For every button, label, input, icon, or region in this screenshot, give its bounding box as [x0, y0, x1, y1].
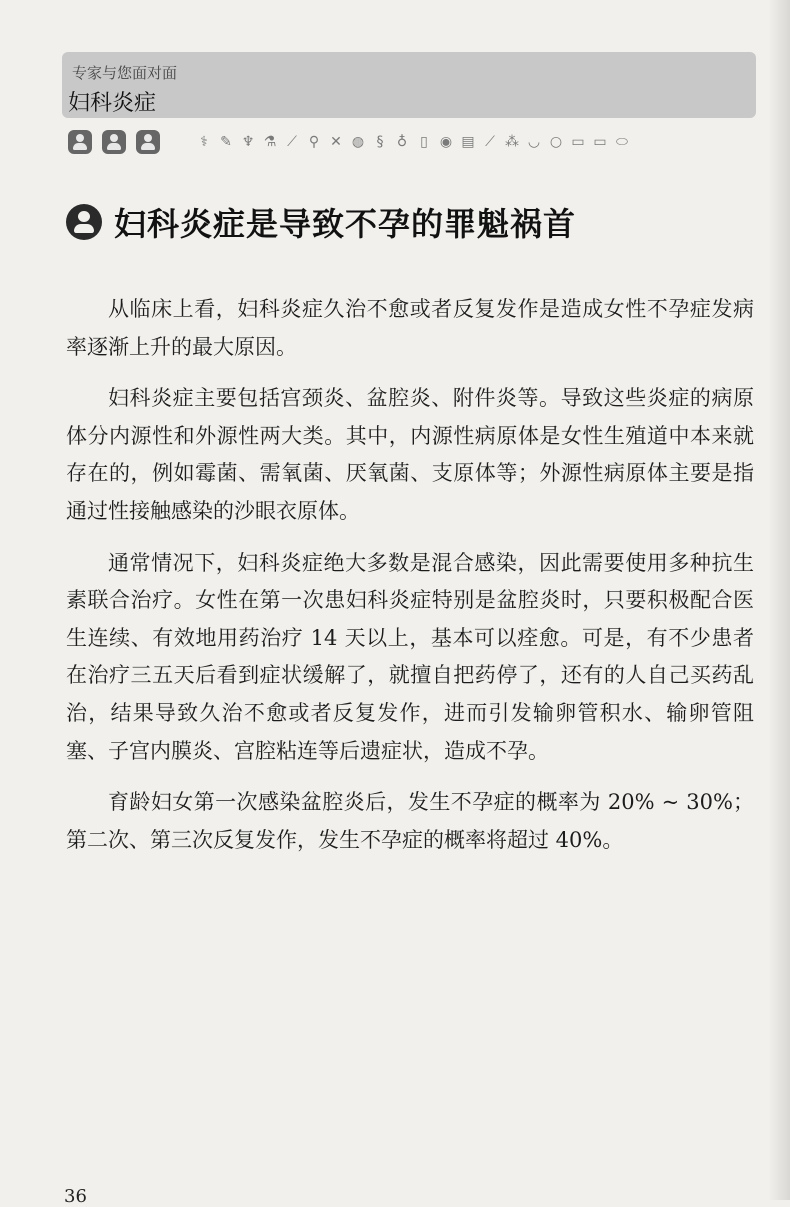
section-heading: 妇科炎症是导致不孕的罪魁祸首 [114, 205, 577, 243]
eye-icon: ◉ [439, 134, 453, 150]
bandage-icon: ✕ [330, 134, 342, 150]
flask-icon: ⚗ [263, 134, 277, 150]
mortar-icon: ♁ [396, 134, 408, 150]
magnifier-icon: ⚲ [308, 134, 320, 150]
paragraph: 从临床上看，妇科炎症久治不愈或者反复发作是造成女性不孕症发病率逐渐上升的最大原因。 [66, 297, 754, 359]
doctor-icon [136, 130, 160, 154]
paragraph: 通常情况下，妇科炎症绝大多数是混合感染，因此需要使用多种抗生素联合治疗。女性在第一次患妇科炎症特别是盆腔炎时，只要积极配合医生连续、有效地用药治疗 14 天以上，基本可以痊愈。可是，有不少患者在治疗三五天后看到症状缓解了，就擅自把药停了，还有的人自己买药乱治，结果导致久治不愈或者反复发作，进而引发输卵管积水、输卵管阻塞、子宫内膜炎、宫腔粘连等后遗症状，造成不孕。 [66, 550, 754, 763]
series-title: 专家与您面对面 [72, 64, 178, 82]
dna-icon: § [376, 134, 384, 150]
stethoscope-icon: ⚕ [200, 134, 208, 150]
monitor-icon: ▭ [593, 134, 607, 150]
thermometer-icon: ⟋ [287, 134, 297, 150]
tooth-icon: ◡ [527, 134, 541, 150]
page-gutter-shadow [768, 0, 790, 1200]
bottle-icon: ▯ [420, 134, 428, 150]
paragraph: 育龄妇女第一次感染盆腔炎后，发生不孕症的概率为 20% ~ 30%；第二次、第三次反复发作，发生不孕症的概率将超过 40%。 [66, 790, 754, 852]
body-text [66, 291, 754, 873]
page-number: 36 [64, 1186, 87, 1207]
molecule-icon: ⁂ [505, 134, 519, 150]
microscope-icon: ♆ [241, 134, 255, 150]
doctor-icon [66, 204, 102, 240]
doctor-icon [68, 130, 92, 154]
syringe-icon: ✎ [220, 134, 232, 150]
section-heading-row [66, 200, 576, 244]
scalpel-icon: ⟋ [485, 134, 495, 150]
pill-icon: ◍ [351, 134, 365, 150]
paragraph: 妇科炎症主要包括宫颈炎、盆腔炎、附件炎等。导致这些炎症的病原体分内源性和外源性两大类。其中，内源性病原体是女性生殖道中本来就存在的，例如霉菌、需氧菌、厌氧菌、支原体等；外源性病原体主要是指通过性接触感染的沙眼衣原体。 [66, 386, 754, 523]
clipboard-icon: ▤ [461, 134, 475, 150]
book-title: 妇科炎症 [68, 91, 157, 116]
icon-strip [68, 127, 758, 157]
jar-icon: ▭ [571, 134, 585, 150]
doctor-icon [102, 130, 126, 154]
circle-icon: ○ [549, 134, 563, 150]
capsule-icon: ⬭ [616, 134, 628, 150]
